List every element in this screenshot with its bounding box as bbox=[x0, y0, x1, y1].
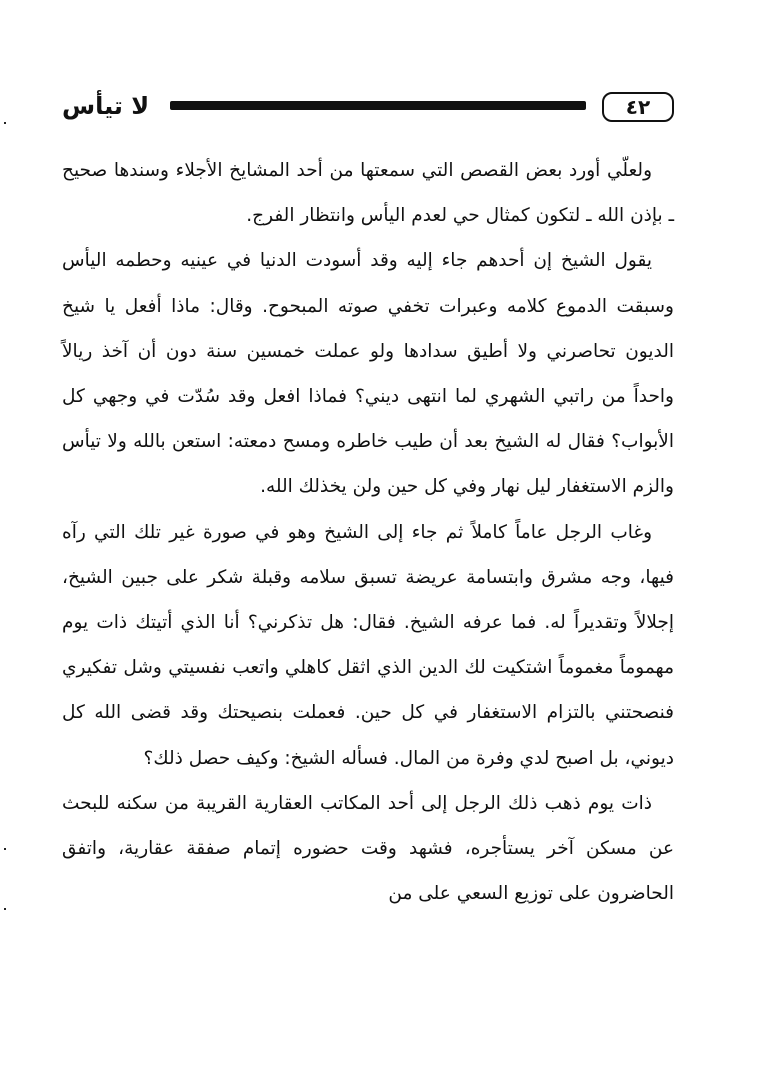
paragraph-4: ذات يوم ذهب ذلك الرجل إلى أحد المكاتب العقارية القريبة من سكنه للبحث عن مسكن آخر يستأجره، فشهد وقت حضوره إتمام صفقة عقارية، واتفق الحاضرون على توزيع السعي على من bbox=[62, 792, 674, 905]
paragraph-3: وغاب الرجل عاماً كاملاً ثم جاء إلى الشيخ وهو في صورة غير تلك التي رآه فيها، وجه مشرق وابتسامة عريضة تسبق سلامه وقبلة شكر على جبين الشيخ، إجلالاً وتقديراً له. فما عرفه الشيخ. فقال: هل تذكرني؟ أنا الذي أتيتك ذات يوم مهموماً مغموماً اشتكيت لك الدين الذي اثقل كاهلي واتعب نفسيتي وشل تفكيري فنصحتني بالتزام الاستغفار في كل حين. فعملت بنصيحتك وقد قضى الله كل ديوني، بل اصبح لدي وفرة من المال. فسأله الشيخ: وكيف حصل ذلك؟ bbox=[62, 521, 674, 769]
scan-edge-mark bbox=[4, 848, 6, 850]
page-header bbox=[62, 88, 674, 132]
scan-edge-mark bbox=[4, 122, 6, 124]
paragraph-1: ولعلّي أورد بعض القصص التي سمعتها من أحد المشايخ الأجلاء وسندها صحيح ـ بإذن الله ـ لتكون كمثال حي لعدم اليأس وانتظار الفرج. bbox=[62, 160, 674, 227]
page-body bbox=[62, 148, 674, 916]
page-number: ٤٢ bbox=[602, 92, 674, 122]
paragraph-2: يقول الشيخ إن أحدهم جاء إليه وقد أسودت الدنيا في عينيه وحطمه اليأس وسبقت الدموع كلامه وعبرات تخفي صوته المبحوح. وقال: ماذا أفعل يا شيخ الديون تحاصرني ولا أطيق سدادها ولو عملت خمسين سنة دون أن آخذ ريالاً واحداً من راتبي الشهري لما انتهى ديني؟ فماذا افعل وقد سُدّت في وجهي كل الأبواب؟ فقال له الشيخ بعد أن طيب خاطره ومسح دمعته: استعن بالله ولا تيأس والزم الاستغفار ليل نهار وفي كل حين ولن يخذلك الله. bbox=[62, 250, 674, 498]
running-title: لا تيأس bbox=[62, 92, 150, 120]
scan-edge-mark bbox=[4, 908, 6, 910]
header-rule bbox=[170, 101, 586, 110]
